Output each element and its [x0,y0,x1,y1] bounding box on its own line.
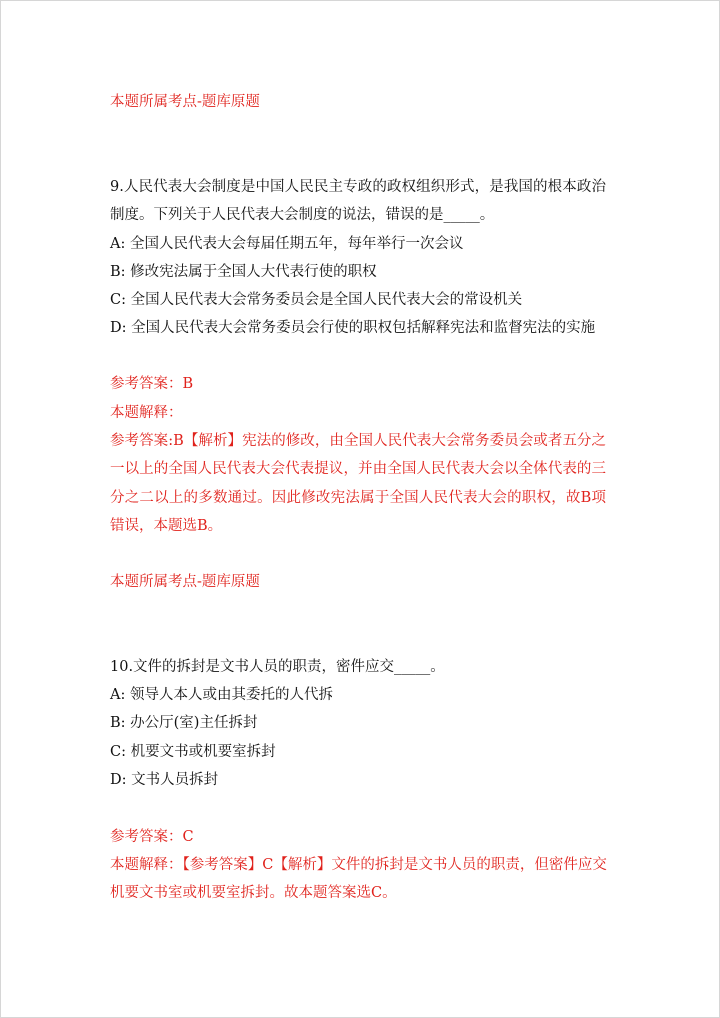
question-10-answer: 参考答案：C [110,829,194,845]
question-10-option-c: C: 机要文书或机要室拆封 [110,744,276,760]
question-9-explanation-label: 本题解释： [110,405,183,421]
question-9-explanation-line-1: 参考答案:B【解析】宪法的修改，由全国人民代表大会常务委员会或者五分之 [110,433,606,449]
question-10-option-d: D: 文书人员拆封 [110,772,219,788]
question-9-option-b: B: 修改宪法属于全国人大代表行使的职权 [110,264,377,280]
question-10-explanation-line-2: 机要文书室或机要室拆封。故本题答案选C。 [110,885,397,901]
question-10-stem-line-1: 10.文件的拆封是文书人员的职责，密件应交_____。 [110,659,445,675]
question-10-explanation-line-1: 本题解释：【参考答案】C【解析】文件的拆封是文书人员的职责，但密件应交 [110,857,607,873]
question-9-option-d: D: 全国人民代表大会常务委员会行使的职权包括解释宪法和监督宪法的实施 [110,320,596,336]
question-9-stem-line-2: 制度。下列关于人民代表大会制度的说法，错误的是_____。 [110,207,495,223]
question-9-answer: 参考答案：B [110,376,194,392]
topic-source-1: 本题所属考点-题库原题 [110,94,260,110]
question-9-explanation-line-3: 分之二以上的多数通过。因此修改宪法属于全国人民代表大会的职权，故B项 [110,490,606,506]
topic-source-2: 本题所属考点-题库原题 [110,574,260,590]
question-10-option-b: B: 办公厅(室)主任拆封 [110,715,258,731]
question-10-option-a: A: 领导人本人或由其委托的人代拆 [110,687,333,703]
question-9-option-a: A: 全国人民代表大会每届任期五年，每年举行一次会议 [110,236,464,252]
question-9-option-c: C: 全国人民代表大会常务委员会是全国人民代表大会的常设机关 [110,292,523,308]
question-9-stem-line-1: 9.人民代表大会制度是中国人民民主专政的政权组织形式，是我国的根本政治 [110,179,606,195]
question-9-explanation-line-4: 错误，本题选B。 [110,518,223,534]
question-9-explanation-line-2: 一以上的全国人民代表大会代表提议，并由全国人民代表大会以全体代表的三 [110,461,606,477]
